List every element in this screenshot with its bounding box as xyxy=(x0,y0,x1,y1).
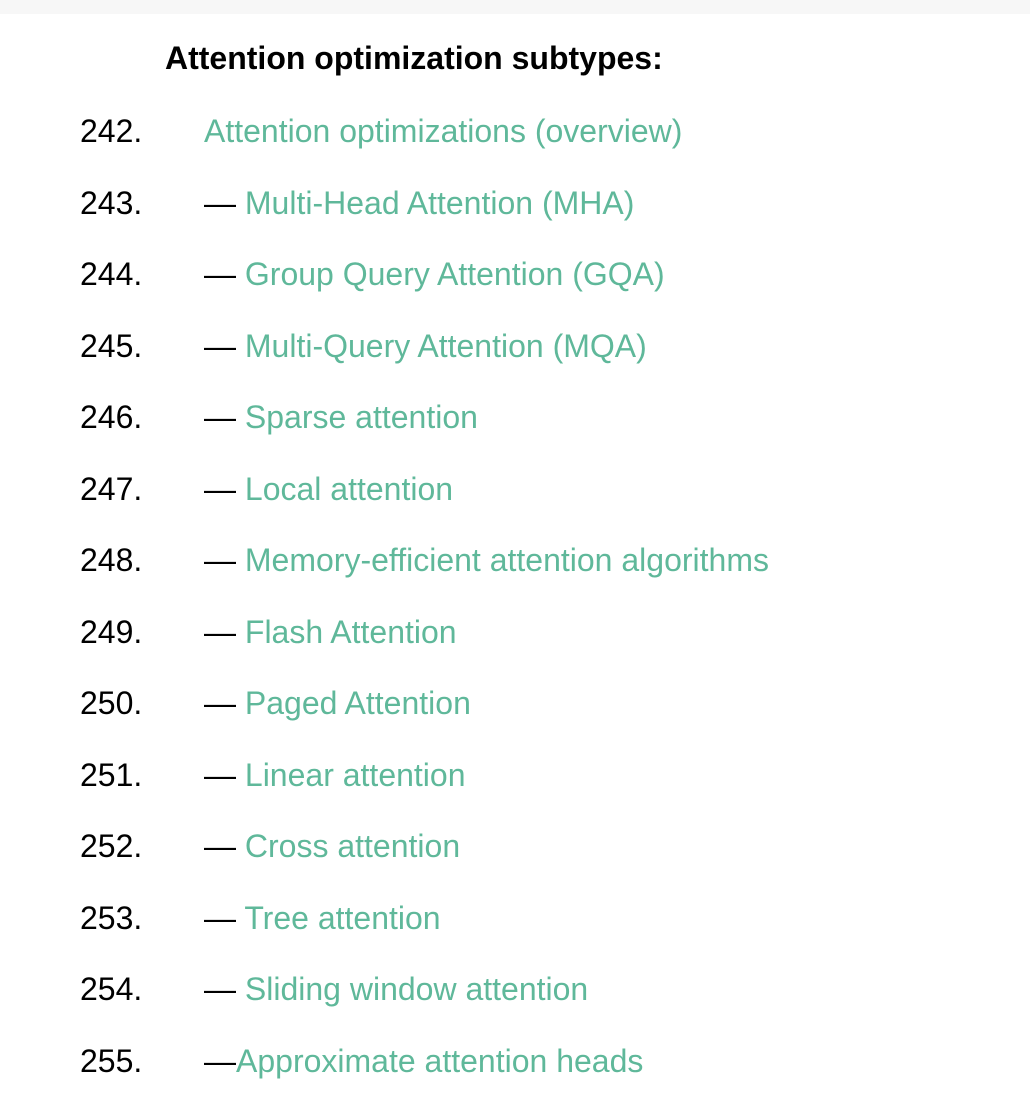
topic-link[interactable]: Linear attention xyxy=(244,756,466,793)
subitem-dash: — xyxy=(204,327,245,364)
item-number: 254. xyxy=(80,971,143,1007)
subitem-dash: — xyxy=(204,184,245,221)
topic-link[interactable]: Approximate attention heads xyxy=(236,1042,644,1079)
attention-subtypes-list xyxy=(0,106,1030,1107)
topic-link[interactable]: Multi-Head Attention (MHA) xyxy=(244,184,635,221)
topic-link[interactable]: Tree attention xyxy=(244,899,441,936)
list-item xyxy=(0,249,1030,321)
list-item xyxy=(0,607,1030,679)
item-number: 247. xyxy=(80,470,143,507)
topic-link[interactable]: Group Query Attention (GQA) xyxy=(244,256,665,292)
item-number: 255. xyxy=(80,1042,143,1079)
subitem-dash: — xyxy=(204,828,245,864)
item-entry xyxy=(204,178,634,228)
item-number: 249. xyxy=(80,613,143,650)
item-number: 248. xyxy=(80,542,143,578)
list-item xyxy=(0,321,1030,393)
subitem-dash: — xyxy=(204,971,245,1007)
item-entry xyxy=(204,106,682,156)
topic-link[interactable]: Multi-Query Attention (MQA) xyxy=(244,327,647,364)
subitem-dash: — xyxy=(204,399,245,435)
item-entry xyxy=(204,607,457,657)
list-item xyxy=(0,392,1030,464)
subitem-dash: — xyxy=(204,256,245,292)
subitem-dash: — xyxy=(204,1042,236,1079)
top-strip xyxy=(0,0,1030,14)
list-item xyxy=(0,750,1030,822)
item-number: 252. xyxy=(80,828,143,864)
item-entry xyxy=(204,678,471,728)
list-item xyxy=(0,178,1030,250)
item-number: 245. xyxy=(80,327,143,364)
subitem-dash: — xyxy=(204,756,245,793)
section-heading: Attention optimization subtypes: xyxy=(165,40,663,76)
topic-link[interactable]: Cross attention xyxy=(244,828,461,864)
item-entry xyxy=(204,893,441,943)
list-item xyxy=(0,893,1030,965)
list-item xyxy=(0,678,1030,750)
list-item xyxy=(0,106,1030,178)
topic-link[interactable]: Sliding window attention xyxy=(244,971,589,1007)
item-number: 251. xyxy=(80,756,143,793)
item-entry xyxy=(204,249,665,299)
item-number: 253. xyxy=(80,899,143,936)
item-number: 250. xyxy=(80,685,143,721)
list-item xyxy=(0,464,1030,536)
list-item xyxy=(0,821,1030,893)
item-number: 244. xyxy=(80,256,143,292)
subitem-dash: — xyxy=(204,470,245,507)
topic-link[interactable]: Local attention xyxy=(244,470,454,507)
subitem-dash: — xyxy=(204,613,245,650)
topic-link[interactable]: Memory-efficient attention algorithms xyxy=(244,542,769,578)
item-entry xyxy=(204,535,769,585)
topic-link[interactable]: Sparse attention xyxy=(244,399,478,435)
item-number: 246. xyxy=(80,399,143,435)
list-item xyxy=(0,964,1030,1036)
subitem-dash: — xyxy=(204,685,245,721)
list-item xyxy=(0,535,1030,607)
item-entry xyxy=(204,964,588,1014)
item-number: 242. xyxy=(80,113,143,149)
list-item xyxy=(0,1036,1030,1108)
item-entry xyxy=(204,464,453,514)
item-entry xyxy=(204,750,466,800)
item-entry xyxy=(204,392,478,442)
topic-link[interactable]: Attention optimizations (overview) xyxy=(204,113,683,149)
item-entry xyxy=(204,1036,643,1086)
subitem-dash: — xyxy=(204,542,245,578)
item-entry xyxy=(204,321,647,371)
topic-link[interactable]: Flash Attention xyxy=(244,613,457,650)
item-number: 243. xyxy=(80,184,143,221)
subitem-dash: — xyxy=(204,899,245,936)
topic-link[interactable]: Paged Attention xyxy=(244,685,471,721)
item-entry xyxy=(204,821,460,871)
